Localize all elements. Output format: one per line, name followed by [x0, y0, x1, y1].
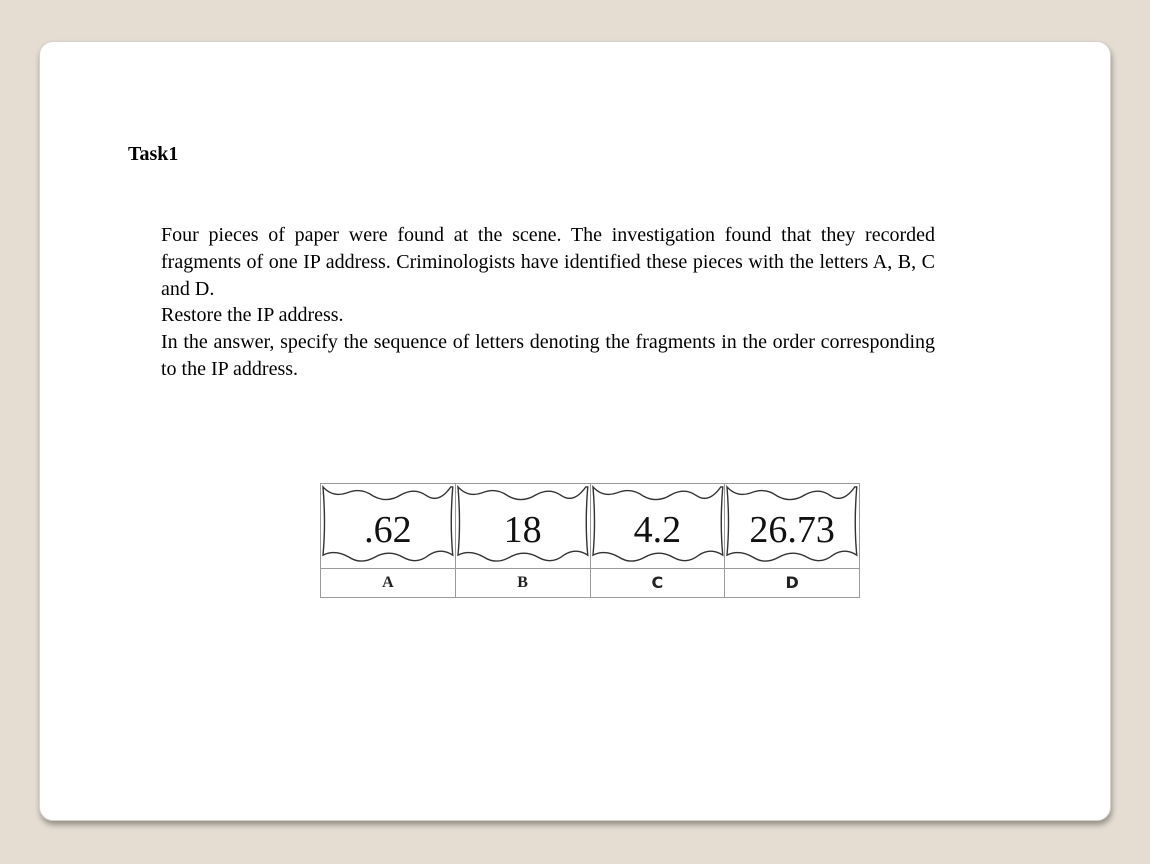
slide [39, 41, 1111, 821]
fragment-letter: A [382, 574, 394, 591]
fragment-letter: D [785, 573, 799, 592]
fragment-a [321, 484, 456, 597]
paper-piece [725, 484, 859, 569]
fragment-d [725, 484, 859, 597]
paragraph-instruction: Restore the IP address. [161, 304, 344, 327]
fragment-c [591, 484, 726, 597]
fragment-value: 26.73 [749, 509, 835, 551]
paper-fragments [320, 483, 860, 598]
fragment-b [456, 484, 591, 597]
fragment-letter: C [651, 573, 664, 592]
task-description [161, 222, 935, 383]
paper-piece [591, 484, 725, 569]
paper-piece [321, 484, 455, 569]
fragment-value: 4.2 [633, 509, 682, 551]
fragment-letter: B [517, 574, 528, 591]
fragment-value: .62 [364, 509, 412, 551]
paragraph-answer-format: In the answer, specify the sequence of letters denoting the fragments in the order corresponding to the IP address. [161, 331, 935, 380]
paper-piece [456, 484, 590, 569]
fragment-value: 18 [503, 509, 542, 551]
paragraph-intro: Four pieces of paper were found at the scene. The investigation found that they recorded fragments of one IP address. Criminologists have identified these pieces with the letters A, B, C and D. [161, 224, 935, 300]
task-title: Task1 [128, 143, 179, 165]
